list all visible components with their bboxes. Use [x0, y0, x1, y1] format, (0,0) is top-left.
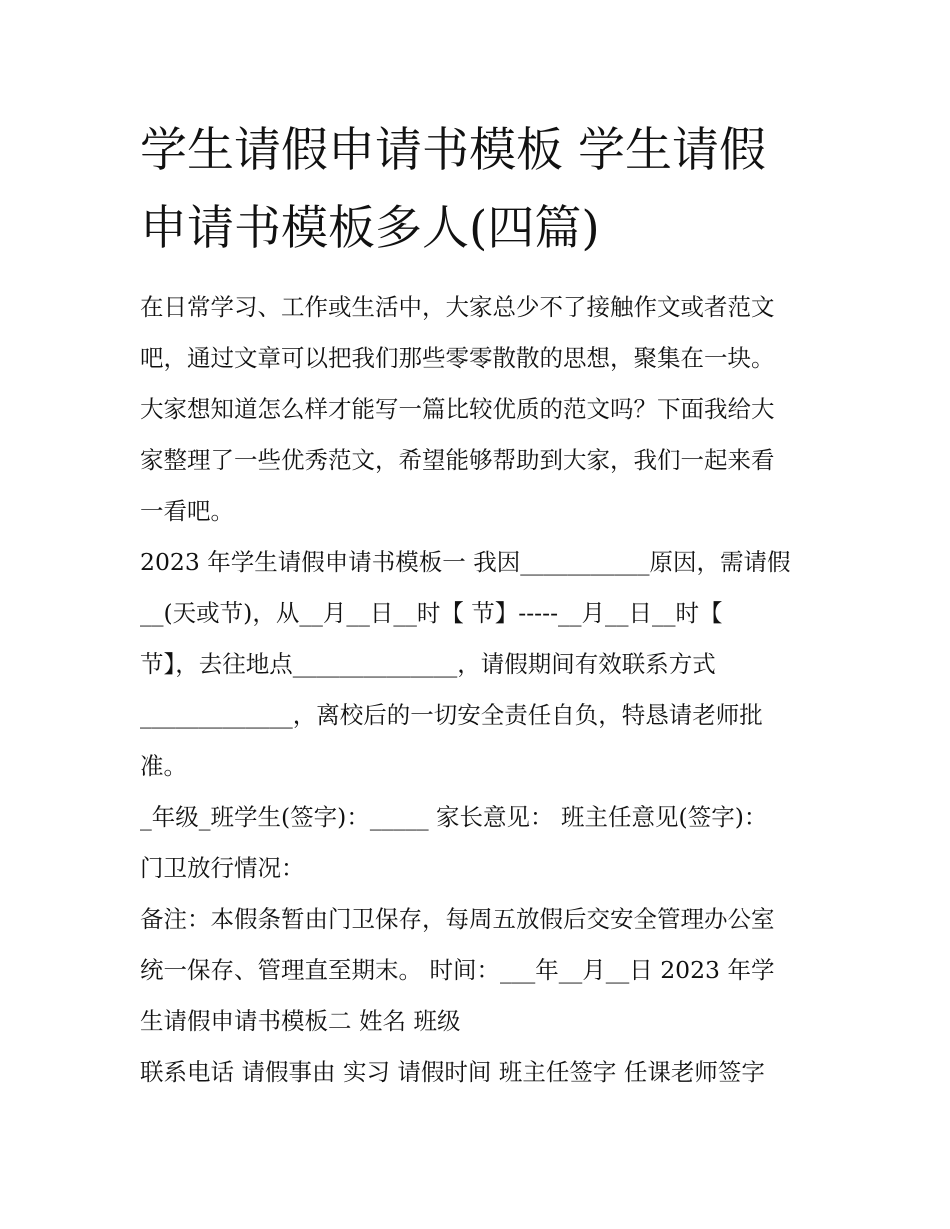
intro-line: 在日常学习、工作或生活中，大家总少不了接触作文或者范文 — [140, 293, 775, 321]
intro-line: 一看吧。 — [140, 497, 234, 525]
document-page — [140, 112, 820, 1098]
document-title — [140, 112, 820, 268]
template-one-line: 节】，去往地点______________，请假期间有效联系方式 — [140, 650, 716, 678]
template-one-line: __(天或节)，从__月__日__时【 节】-----__月__日__时【 — [140, 599, 723, 627]
intro-line: 吧，通过文章可以把我们那些零零散散的思想，聚集在一块。 — [140, 344, 775, 372]
gate-release-line: 门卫放行情况： — [140, 854, 305, 882]
note-line: 备注：本假条暂由门卫保存，每周五放假后交安全管理办公室 — [140, 905, 775, 933]
intro-line: 家整理了一些优秀范文，希望能够帮助到大家，我们一起来看 — [140, 446, 775, 474]
template-one-line: _____________，离校后的一切安全责任自负，特恳请老师批 — [140, 701, 763, 729]
signature-line: _年级_班学生(签字)：_____ 家长意见： 班主任意见(签字)： — [140, 803, 768, 831]
note-line: 统一保存、管理直至期末。 时间：___年__月__日 2023 年学 — [140, 956, 775, 984]
title-line: 学生请假申请书模板 学生请假 — [140, 123, 766, 178]
document-body — [140, 282, 820, 1098]
template-two-fields-line: 联系电话 请假事由 实习 请假时间 班主任签字 任课老师签字 — [140, 1058, 765, 1086]
template-one-line: 2023 年学生请假申请书模板一 我因___________原因，需请假 — [140, 548, 791, 576]
template-two-line: 生请假申请书模板二 姓名 班级 — [140, 1007, 461, 1035]
intro-line: 大家想知道怎么样才能写一篇比较优质的范文吗？下面我给大 — [140, 395, 775, 423]
title-line: 申请书模板多人(四篇) — [140, 201, 600, 256]
template-one-line: 准。 — [140, 752, 187, 780]
